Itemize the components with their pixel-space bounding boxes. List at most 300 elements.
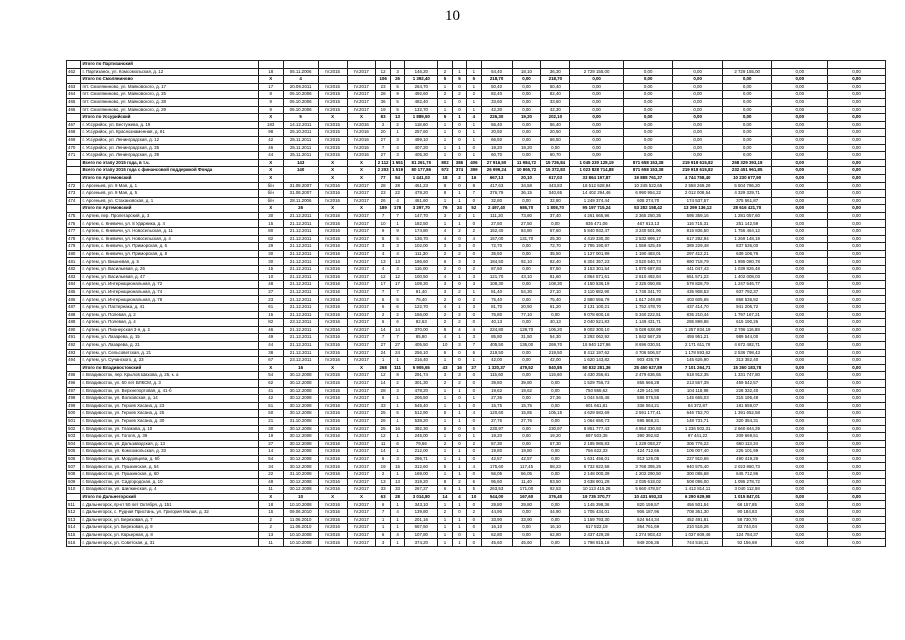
table-cell: 62	[258, 379, 283, 387]
table-cell: 51	[258, 402, 283, 410]
table-cell: IV.2016	[318, 531, 347, 539]
table-cell: 15,75	[512, 402, 541, 410]
table-cell: 258 329 393,18	[722, 159, 772, 167]
table-cell: 3	[438, 212, 452, 220]
table-cell: X	[318, 174, 347, 182]
table-cell: 471	[67, 152, 81, 160]
table-cell: 7	[467, 190, 481, 198]
table-cell: 0	[452, 357, 466, 365]
table-cell: 0,00	[772, 493, 828, 501]
table-cell: 0,00	[512, 129, 541, 137]
table-cell: 44,90	[481, 509, 512, 517]
table-cell: 406	[467, 159, 481, 167]
table-cell: 11.06.2010	[283, 516, 318, 524]
table-cell: 1	[390, 539, 404, 547]
table-cell: IV.2017	[347, 471, 376, 479]
table-cell: 1	[467, 357, 481, 365]
table-cell: 0	[452, 106, 466, 114]
table-cell: 27	[376, 341, 390, 349]
table-cell: 25 450 627,89	[623, 364, 673, 372]
table-cell: 376,79	[481, 190, 512, 198]
table-row	[67, 250, 886, 258]
table-cell: 0,00	[828, 174, 886, 182]
table-cell: г. Арсеньев, ул. Стахановская, д. 1	[81, 197, 258, 205]
table-cell: 0,00	[828, 167, 886, 175]
table-cell: 251 142,59	[722, 220, 772, 228]
table-cell: 5 840 932,47	[570, 228, 624, 236]
table-cell: 28 616 421,70	[722, 205, 772, 213]
table-cell: 1	[438, 471, 452, 479]
table-cell: г. Артем, ул. Лазарева, д. 21	[81, 341, 258, 349]
table-cell: 0	[452, 349, 466, 357]
table-row	[67, 417, 886, 425]
table-cell: г. Артем, с. Кневичи, ул. Новосельская, д. 11	[81, 228, 258, 236]
table-cell: 0,00	[772, 121, 828, 129]
table-cell: 115,60	[541, 372, 570, 380]
table-cell: 0	[467, 379, 481, 387]
table-cell: 225 101,99	[722, 448, 772, 456]
table-cell: 83	[376, 114, 390, 122]
table-cell: 1	[390, 433, 404, 441]
table-cell: 708 361,30	[673, 509, 723, 517]
subtotal-row	[67, 159, 886, 167]
table-row	[67, 501, 886, 509]
table-cell: Всего по этапу 2015 года с финансовой поддержкой Фонда	[81, 167, 258, 175]
table-cell: пгт. Смоляниново, ул. Маяковского, д. 25	[81, 91, 258, 99]
table-cell: 2	[452, 311, 466, 319]
table-cell: 4	[390, 266, 404, 274]
table-cell: 26	[376, 197, 390, 205]
table-cell: г. Артем, ул. Васильевая, д. 26	[81, 266, 258, 274]
table-cell: IV.2016	[318, 433, 347, 441]
table-cell: 511	[67, 501, 81, 509]
table-cell: 0	[467, 501, 481, 509]
table-cell: 1 412 814,11	[673, 486, 723, 494]
table-cell: 26 999,24	[481, 167, 512, 175]
table-cell: IV.2017	[347, 379, 376, 387]
table-cell: 0,00	[541, 220, 570, 228]
table-cell: 15,85	[512, 410, 541, 418]
table-cell: 11	[376, 440, 390, 448]
table-cell: IV.2016	[318, 440, 347, 448]
table-cell: 2	[452, 478, 466, 486]
table-cell: 503	[67, 433, 81, 441]
table-cell: X	[318, 167, 347, 175]
table-cell: 0,00	[772, 243, 828, 251]
table-cell: 0,00	[828, 266, 886, 274]
table-cell: X	[318, 493, 347, 501]
table-cell: 0,00	[623, 91, 673, 99]
table-cell: 538,20	[405, 417, 438, 425]
table-cell: 1	[467, 83, 481, 91]
table-cell: г. Артем, с. Кневичи, ул. Новосельская, д. 4	[81, 235, 258, 243]
table-cell: 10.10.2008	[283, 501, 318, 509]
table-cell: 0,00	[828, 433, 886, 441]
table-cell: 48	[258, 478, 283, 486]
table-row	[67, 531, 886, 539]
table-cell: 0,00	[722, 121, 772, 129]
table-cell: 2	[390, 379, 404, 387]
table-cell: 1	[452, 539, 466, 547]
table-cell: 0,00	[828, 228, 886, 236]
table-cell: 120,60	[481, 410, 512, 418]
table-cell: 0,00	[828, 341, 886, 349]
table-cell: 903 435,79	[623, 357, 673, 365]
table-cell: 8 851 777,43	[570, 425, 624, 433]
table-cell: 0,00	[828, 197, 886, 205]
table-row	[67, 372, 886, 380]
table-cell: 0,00	[512, 509, 541, 517]
table-cell: г. Уссурийск, ул. Бестужева, д. 19	[81, 121, 258, 129]
table-cell: 11	[258, 539, 283, 547]
table-cell: 364 761,69	[623, 524, 673, 532]
table-row	[67, 91, 886, 99]
table-cell: 617 822,19	[570, 524, 624, 532]
table-cell: 230,97	[481, 425, 512, 433]
table-cell: 0,00	[828, 402, 886, 410]
table-row	[67, 304, 886, 312]
table-cell: 0,00	[828, 129, 886, 137]
table-cell: 147,70	[405, 212, 438, 220]
table-cell: 0,00	[772, 281, 828, 289]
table-cell: 8 696 030,51	[623, 341, 673, 349]
table-cell: 16	[452, 364, 466, 372]
table-cell: г. Дальнегорск, ул. Советская, д. 31	[81, 539, 258, 547]
table-cell: 1 249 374,44	[570, 197, 624, 205]
table-cell: г. Дальнегорск, ул. Березовая, д. 9	[81, 524, 258, 532]
table-cell: 837 536,00	[722, 243, 772, 251]
table-cell: 0,00	[772, 455, 828, 463]
table-cell: 18,10	[512, 68, 541, 76]
table-cell: X	[318, 205, 347, 213]
table-cell: 13	[376, 478, 390, 486]
table-cell: 27,76	[512, 417, 541, 425]
table-cell: 0,00	[623, 114, 673, 122]
table-cell: 14	[258, 448, 283, 456]
subtotal-row	[67, 61, 886, 69]
table-cell: 2	[452, 212, 466, 220]
table-cell: IV.2016	[318, 486, 347, 494]
table-cell: 46	[258, 144, 283, 152]
table-cell: 34	[258, 463, 283, 471]
table-row	[67, 509, 886, 517]
table-cell	[541, 61, 570, 69]
table-cell: IV.2017	[347, 319, 376, 327]
table-cell: 1	[438, 524, 452, 532]
table-cell: 27,50	[512, 220, 541, 228]
table-cell: IV.2016	[318, 311, 347, 319]
table-cell: 0,00	[772, 266, 828, 274]
table-cell: 499,10	[405, 136, 438, 144]
table-cell: 2	[452, 91, 466, 99]
table-cell: 3 131 100,21	[570, 304, 624, 312]
table-cell: 167,60	[512, 493, 541, 501]
table-cell: 1 870 687,83	[623, 266, 673, 274]
table-cell: 1 755 464,12	[722, 228, 772, 236]
table-cell: 56,05	[512, 471, 541, 479]
table-cell: 8	[467, 182, 481, 190]
table-cell	[722, 61, 772, 69]
table-cell: 2 558 269,29	[673, 182, 723, 190]
table-cell: 97 441,22	[673, 433, 723, 441]
table-cell: 6	[376, 531, 390, 539]
table-cell: 18	[258, 68, 283, 76]
table-cell: 6 990 954,22	[623, 190, 673, 198]
table-cell: 1	[376, 357, 390, 365]
table-cell: 53 282 158,42	[623, 205, 673, 213]
table-cell: 234,80	[481, 326, 512, 334]
table-cell: 868 536,82	[722, 296, 772, 304]
table-cell: 28	[376, 91, 390, 99]
table-cell: 33	[376, 486, 390, 494]
table-cell: 0,00	[772, 433, 828, 441]
table-row	[67, 98, 886, 106]
table-cell: 0,00	[828, 121, 886, 129]
table-cell: 92,53	[541, 486, 570, 494]
table-cell: 29,80	[512, 501, 541, 509]
table-cell: 2	[467, 266, 481, 274]
table-cell: 4	[452, 326, 466, 334]
table-row	[67, 121, 886, 129]
table-cell: 13	[390, 478, 404, 486]
table-cell: 6	[376, 455, 390, 463]
table-cell: 0,00	[828, 539, 886, 547]
table-cell: 3 240 501,96	[623, 228, 673, 236]
table-cell: 515	[67, 531, 81, 539]
table-cell: 30	[258, 212, 283, 220]
table-cell: г. Артем, ул. Сельсоветская, д. 21	[81, 349, 258, 357]
table-cell: г. Владивосток, ул. Героев Хасана, д. 23	[81, 402, 258, 410]
table-cell: 686,70	[512, 205, 541, 213]
table-cell: 106 007,40	[673, 448, 723, 456]
table-cell: IV.2017	[347, 266, 376, 274]
table-cell: г. Артем, ул. Пастернака, д. 41	[81, 304, 258, 312]
table-cell: 5	[376, 235, 390, 243]
table-cell: 0,00	[722, 76, 772, 84]
table-cell: 0,00	[828, 76, 886, 84]
table-cell: 2	[467, 228, 481, 236]
table-cell: 1	[390, 220, 404, 228]
table-cell: г. Дальнегорск, пр-кт 50 лет Октября, д. 151	[81, 501, 258, 509]
table-cell: 2 023 860,73	[722, 463, 772, 471]
table-cell: 56,05	[481, 471, 512, 479]
table-cell: 232 451 961,85	[722, 167, 772, 175]
table-cell	[467, 61, 481, 69]
table-cell: 28	[390, 493, 404, 501]
table-cell: 28	[390, 182, 404, 190]
table-row	[67, 349, 886, 357]
table-cell: 0,00	[673, 136, 723, 144]
table-cell: 639 106,76	[722, 250, 772, 258]
table-cell: IV.2016	[318, 197, 347, 205]
table-cell: 0,00	[772, 136, 828, 144]
table-cell: 30.12.2008	[283, 478, 318, 486]
table-cell: 459 542,57	[722, 379, 772, 387]
table-cell: 15	[258, 220, 283, 228]
table-cell: 0,00	[623, 144, 673, 152]
table-cell: IV.2016	[318, 516, 347, 524]
table-cell: 1 392,40	[405, 76, 438, 84]
table-cell: 11	[258, 486, 283, 494]
table-cell: 0,00	[772, 357, 828, 365]
table-cell: IV.2017	[347, 98, 376, 106]
table-cell: 44	[258, 152, 283, 160]
table-cell: 5	[438, 463, 452, 471]
table-cell: 0,00	[512, 440, 541, 448]
table-cell: 386	[452, 159, 466, 167]
table-cell: 8	[438, 478, 452, 486]
table-cell: 216,40	[405, 357, 438, 365]
table-cell: г. Артем, ул. Пионерская 3-я, д. 2	[81, 326, 258, 334]
table-cell: 376,40	[541, 493, 570, 501]
table-cell: 0,00	[828, 486, 886, 494]
table-cell: IV.2016	[318, 402, 347, 410]
table-cell: 0	[452, 121, 466, 129]
table-cell: 102,00	[405, 243, 438, 251]
table-cell: X	[347, 159, 376, 167]
table-cell: 667,13	[481, 174, 512, 182]
table-cell: 182,50	[405, 220, 438, 228]
table-cell: 30.12.2008	[283, 387, 318, 395]
table-cell: 21.12.2011	[283, 304, 318, 312]
table-cell: 1 044 545,46	[570, 395, 624, 403]
table-cell: 0,00	[541, 501, 570, 509]
table-cell: 115,60	[481, 372, 512, 380]
table-cell: 1	[452, 387, 466, 395]
table-cell: 0,00	[772, 167, 828, 175]
table-cell: 291,74	[405, 372, 438, 380]
table-cell: г. Владивосток, ул. Пушкинская, д. 54	[81, 463, 258, 471]
table-cell: 268	[376, 364, 390, 372]
table-cell: 1	[452, 114, 466, 122]
table-row	[67, 379, 886, 387]
table-cell: IV.2016	[318, 455, 347, 463]
table-cell: 8	[390, 372, 404, 380]
table-cell: IV.2016	[318, 334, 347, 342]
table-cell: 0,00	[541, 471, 570, 479]
table-cell: 10 230 677,90	[722, 174, 772, 182]
table-cell: 492	[67, 341, 81, 349]
table-cell	[67, 364, 81, 372]
table-cell: 0,00	[623, 152, 673, 160]
table-cell: 855 666,28	[623, 379, 673, 387]
table-cell: 1	[438, 144, 452, 152]
table-row	[67, 220, 886, 228]
table-cell	[67, 493, 81, 501]
table-cell: 131,70	[512, 235, 541, 243]
table-cell: 437 414,70	[673, 304, 723, 312]
table-cell: 0,00	[541, 455, 570, 463]
table-cell: 136,70	[405, 235, 438, 243]
table-cell: 219 918 615,82	[673, 159, 723, 167]
table-cell: 572	[438, 167, 452, 175]
table-cell: 617,03	[541, 174, 570, 182]
table-cell: 0,00	[828, 182, 886, 190]
table-cell: 0,00	[828, 304, 886, 312]
table-cell: 13	[390, 258, 404, 266]
table-cell: 62,80	[481, 531, 512, 539]
table-cell: 0,00	[828, 387, 886, 395]
table-cell: 10.10.2008	[283, 539, 318, 547]
table-cell: 2	[438, 311, 452, 319]
table-cell: 81,60	[541, 273, 570, 281]
table-cell: 1	[438, 395, 452, 403]
table-cell: 1	[438, 220, 452, 228]
table-cell: 27	[376, 152, 390, 160]
table-cell: 0,00	[512, 106, 541, 114]
table-cell: г. Владивосток, ул. Волховская, д. 14	[81, 395, 258, 403]
table-cell: IV.2016	[318, 478, 347, 486]
table-cell: г. Владивосток, ул. Гоголя, д. 39	[81, 433, 258, 441]
table-cell: 2 706 116,88	[722, 326, 772, 334]
table-cell: 4 672 482,71	[722, 341, 772, 349]
table-cell: 42	[258, 395, 283, 403]
table-cell: 26	[376, 417, 390, 425]
table-cell: IV.2016	[318, 349, 347, 357]
table-cell: 1	[438, 387, 452, 395]
table-cell: 5 905,65	[405, 364, 438, 372]
table-cell: 0,00	[828, 136, 886, 144]
table-cell: 82,40	[481, 91, 512, 99]
table-cell: 0,00	[828, 524, 886, 532]
table-cell: 206,50	[405, 395, 438, 403]
table-cell: 407,20	[405, 144, 438, 152]
table-cell: 0,00	[623, 68, 673, 76]
table-cell: 4 954 330,93	[623, 425, 673, 433]
table-cell: г. Артем, пер. Пролетарский, д. 3	[81, 212, 258, 220]
table-cell: 1 551	[392, 159, 404, 165]
table-cell: 0,00	[772, 68, 828, 76]
table-cell: 27,36	[481, 395, 512, 403]
table-cell	[67, 159, 81, 167]
table-cell: 476	[67, 220, 81, 228]
table-cell: 1 149 431,71	[623, 319, 673, 327]
table-cell: 5	[390, 235, 404, 243]
table-cell: г. Владивосток, ул. Глазкова, д. 10	[81, 425, 258, 433]
table-cell: 54	[258, 455, 283, 463]
table-cell: X	[347, 174, 376, 182]
table-cell: IV.2015	[318, 152, 347, 160]
table-cell: 6	[390, 319, 404, 327]
table-cell: 2	[438, 68, 452, 76]
table-cell: 4 419 330,30	[570, 235, 624, 243]
subtotal-row	[67, 364, 886, 372]
table-cell: 1	[390, 448, 404, 456]
table-cell: 1 331 747,80	[722, 372, 772, 380]
table-cell: 0,00	[772, 311, 828, 319]
table-cell: 3	[467, 258, 481, 266]
table-cell: пгт. Смоляниново, ул. Маяковского, д. 28	[81, 98, 258, 106]
table-cell: IV.2017	[347, 304, 376, 312]
table-cell: 25.11.2011	[283, 136, 318, 144]
table-cell: 14	[438, 493, 452, 501]
table-cell: 0,00	[722, 136, 772, 144]
table-cell: г. Дальнегорск, с. Рудная Пристань, ул. Григория Малая, д. 32	[81, 509, 258, 517]
table-cell: IV.2016	[318, 190, 347, 198]
table-cell: 1 159 793,30	[570, 516, 624, 524]
table-cell: 11,40	[512, 478, 541, 486]
table-cell: 0,00	[828, 311, 886, 319]
table-cell: 940 575,40	[673, 463, 723, 471]
table-cell: 20,50	[541, 129, 570, 137]
table-cell: 20,50	[512, 304, 541, 312]
table-cell: 343,10	[405, 501, 438, 509]
table-cell: 0,00	[512, 349, 541, 357]
table-cell: 5	[390, 106, 404, 114]
table-cell: 27	[390, 341, 404, 349]
table-cell: 0,00	[772, 341, 828, 349]
table-cell: 42,57	[481, 455, 512, 463]
